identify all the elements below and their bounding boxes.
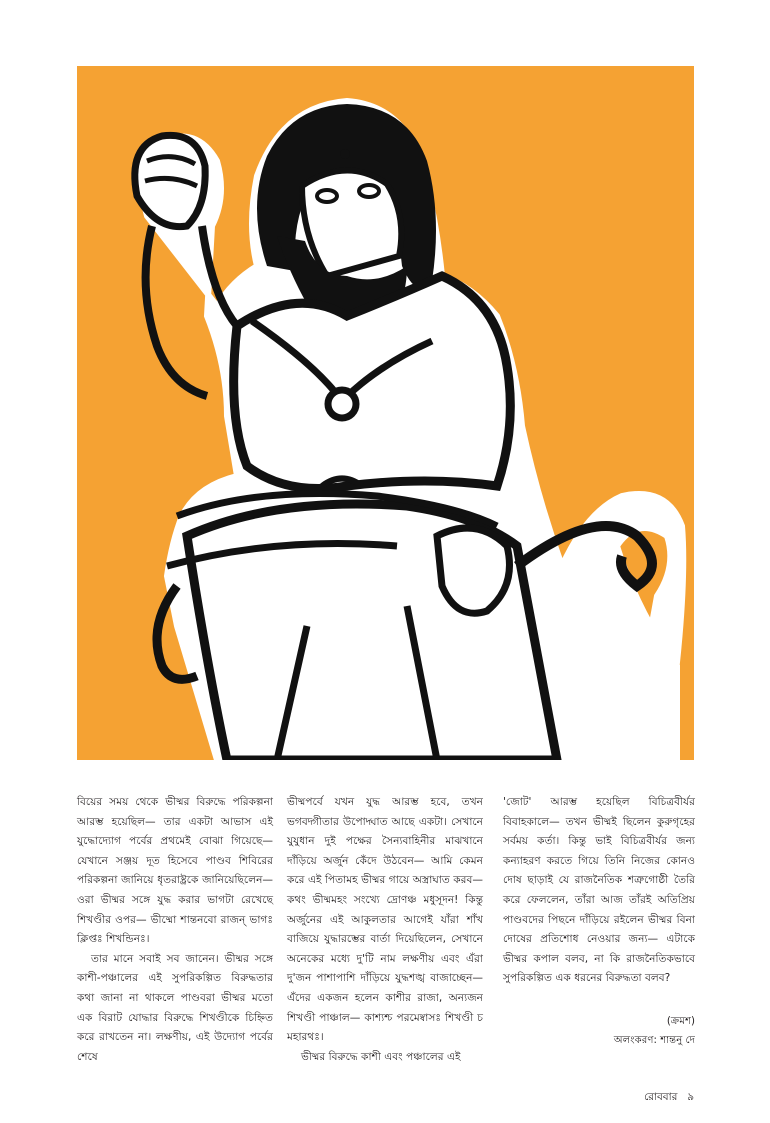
continued-label: (ক্রমশ) bbox=[666, 1016, 695, 1027]
paragraph: তার মানে সবাই সব জানেন। ভীষ্মর সঙ্গে কাশী-পঞ্চালের এই সুপরিকল্পিত বিরুদ্ধতার কথা জানা না থাকলে পাণ্ডবরা ভীষ্মর মতো এক বিরাট যোদ্ধার বিরুদ্ধে শিখণ্ডীকে চিহ্নিত করে রাখতেন না। লক্ষণীয়, এই উদ্যোগ পর্বের শেষে bbox=[77, 952, 273, 1063]
paragraph: 'জোট' আরম্ভ হয়েছিল বিচিত্রবীর্যর বিবাহকালে— তখন ভীষ্মই ছিলেন কুরুগৃহের সর্বময় কর্তা। কিন্তু ভাই বিচিত্রবীর্যর জন্য কন্যাহরণ করতে গিয়ে তিনি নিজের কোনও দোষ ছাড়াই যে রাজনৈতিক শত্রুগোষ্ঠী তৈরি করে ফেললেন, তাঁরা আজ তাঁরই অতিপ্রিয় পাণ্ডবদের পিছনে দাঁড়িয়ে রইলেন ভীষ্মর বিনা দোষের প্রতিশোধ নেওয়ার জন্য— এটাকে ভীষ্মর কপাল বলব, না কি রাজনৈতিকভাবে সুপরিকল্পিত এক ধরনের বিরুদ্ধতা বলব? bbox=[503, 796, 695, 985]
chest-ornament bbox=[328, 390, 356, 418]
torso bbox=[234, 276, 511, 489]
illustration-credit: অলংকরণ: শান্তনু দে bbox=[613, 1035, 695, 1046]
paragraph: বিয়ের সময় থেকে ভীষ্মর বিরুদ্ধে পরিকল্পনা আরম্ভ হয়েছিল— তার একটা আভাস এই যুদ্ধোদ্যোগ পর্বের প্রথমেই বোঝা গিয়েছে— যেখানে সঞ্জয় দূত হিসেবে পাণ্ডব শিবিরের পরিকল্পনা জানিয়ে ধৃতরাষ্ট্রকে জানিয়েছিলেন— ওরা ভীষ্মর সঙ্গে যুদ্ধ করার ভাগটা রেখেছে শিখণ্ডীর ওপর— ভীষ্মো শান্তনবো রাজন্ ভাগঃ ক্লিপ্তঃ শিখন্ডিনঃ। bbox=[77, 796, 273, 946]
bhishma-illustration bbox=[77, 66, 694, 760]
page-number: ৯ bbox=[687, 1091, 694, 1103]
hand-on-bow bbox=[437, 528, 510, 613]
forehead-mark bbox=[340, 149, 350, 159]
credit-block bbox=[503, 1012, 695, 1050]
text-column-3 bbox=[503, 793, 695, 989]
text-column-1 bbox=[77, 793, 273, 1067]
paragraph: ভীষ্মর বিরুদ্ধে কাশী এবং পঞ্চালের এই bbox=[301, 1050, 461, 1063]
section-name: রোববার bbox=[644, 1091, 678, 1103]
text-column-2 bbox=[287, 793, 483, 1067]
page-footer bbox=[644, 1090, 694, 1107]
face bbox=[302, 170, 401, 276]
paragraph: ভীষ্মপর্বে যখন যুদ্ধ আরম্ভ হবে, তখন ভগবদ্গীতার উপোদ্ঘাত আছে একটা। সেখানে যুযুধান দুই পক্ষের সৈন্যবাহিনীর মাঝখানে দাঁড়িয়ে অর্জুন কেঁদে উঠবেন— আমি কেমন করে এই পিতামহ ভীষ্মর গায়ে অস্ত্রাঘাত করব— কথং ভীষ্মমহং সংখ্যে দ্রোণঞ্চ মধুসূদন! কিন্তু অর্জুনের এই আকুলতার আগেই যাঁরা শাঁখ বাজিয়ে যুদ্ধারম্ভের বার্তা দিয়েছিলেন, সেখানে অনেকের মধ্যে দু'টি নাম লক্ষণীয় এবং এঁরা দু'জন পাশাপাশি দাঁড়িয়ে যুদ্ধশঙ্খ বাজাচ্ছেন— এঁদের একজন হলেন কাশীর রাজা, অন্যজন শিখণ্ডী পাঞ্চাল— কাশ্যশ্চ পরমেষ্বাসঃ শিখণ্ডী চ মহারথঃ। bbox=[287, 796, 483, 1044]
